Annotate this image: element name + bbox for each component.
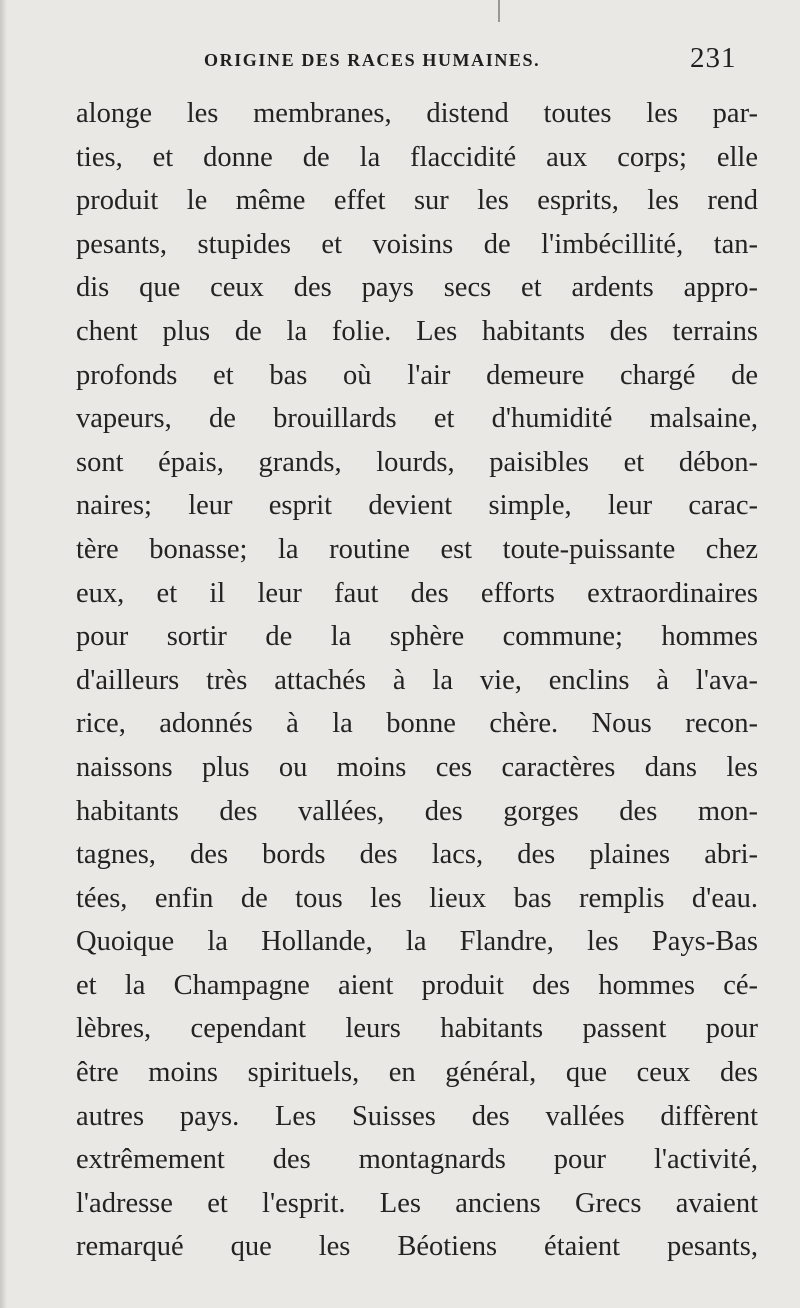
body-text — [76, 92, 758, 1269]
text-line: chent plus de la folie. Les habitants des terrains — [76, 315, 758, 347]
running-title: ORIGINE DES RACES HUMAINES. — [204, 50, 541, 70]
text-line: tées, enfin de tous les lieux bas remplis d'eau. — [76, 882, 758, 914]
text-line: autres pays. Les Suisses des vallées diffèrent — [76, 1100, 758, 1132]
text-line: d'ailleurs très attachés à la vie, enclins à l'ava- — [76, 664, 758, 696]
text-line: l'adresse et l'esprit. Les anciens Grecs avaient — [76, 1187, 758, 1219]
text-line: eux, et il leur faut des efforts extraordinaires — [76, 577, 758, 609]
page-edge-mark — [498, 0, 500, 22]
page-number: 231 — [690, 42, 737, 74]
text-line: profonds et bas où l'air demeure chargé de — [76, 359, 758, 391]
text-line: pour sortir de la sphère commune; hommes — [76, 621, 758, 653]
text-line: et la Champagne aient produit des hommes cé- — [76, 969, 758, 1001]
text-line: alonge les membranes, distend toutes les par- — [76, 98, 758, 129]
text-line: ties, et donne de la flaccidité aux corps; elle — [76, 141, 758, 173]
text-line: naires; leur esprit devient simple, leur carac- — [76, 490, 758, 522]
text-line: lèbres, cependant leurs habitants passent pour — [76, 1013, 758, 1045]
text-line: tère bonasse; la routine est toute-puissante chez — [76, 533, 758, 565]
text-line: produit le même effet sur les esprits, les rend — [76, 185, 758, 217]
text-line: Quoique la Hollande, la Flandre, les Pays-Bas — [76, 926, 758, 958]
text-line: être moins spirituels, en général, que ceux des — [76, 1057, 758, 1089]
text-line: naissons plus ou moins ces caractères dans les — [76, 751, 758, 783]
page-header — [0, 38, 800, 82]
text-line: rice, adonnés à la bonne chère. Nous recon- — [76, 708, 758, 740]
text-line: remarqué que les Béotiens étaient pesants, — [76, 1231, 758, 1263]
text-line: pesants, stupides et voisins de l'imbécillité, tan- — [76, 228, 758, 260]
text-line: sont épais, grands, lourds, paisibles et débon- — [76, 446, 758, 478]
text-line: dis que ceux des pays secs et ardents appro- — [76, 272, 758, 304]
text-line: extrêmement des montagnards pour l'activité, — [76, 1144, 758, 1176]
text-line: tagnes, des bords des lacs, des plaines abri- — [76, 839, 758, 871]
text-line: vapeurs, de brouillards et d'humidité malsaine, — [76, 403, 758, 435]
text-line: habitants des vallées, des gorges des mon- — [76, 795, 758, 827]
